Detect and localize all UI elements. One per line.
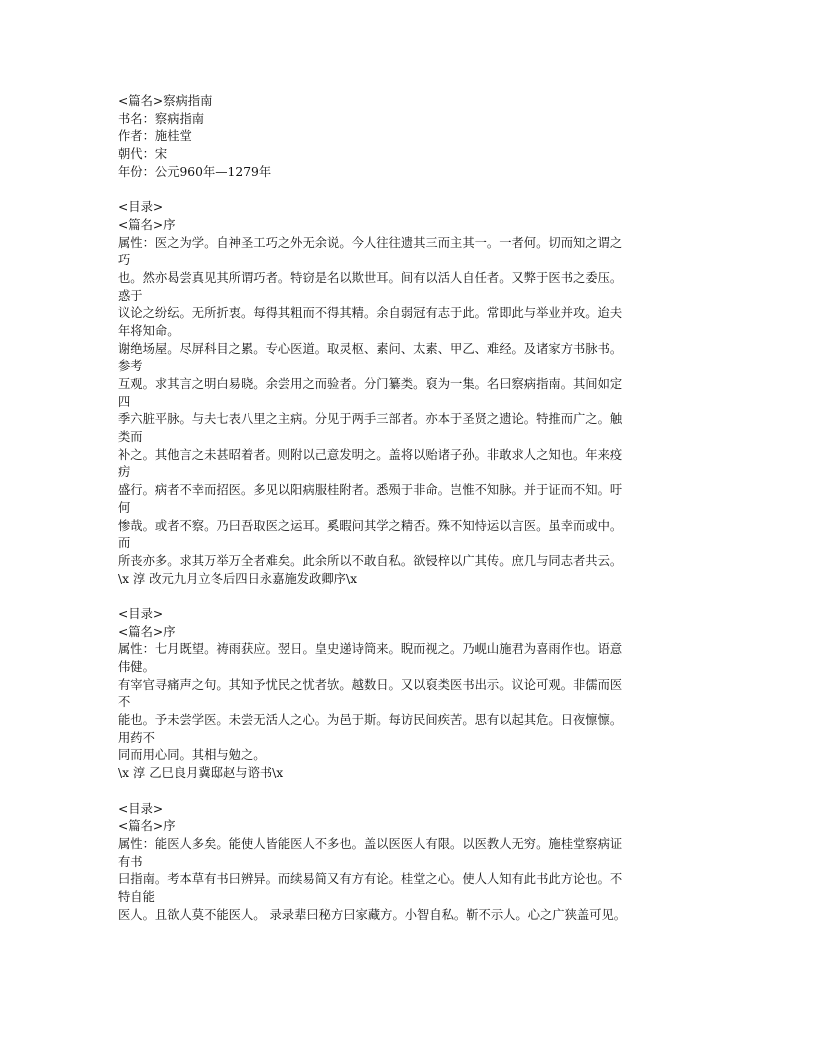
document-page	[118, 93, 708, 924]
preface-section	[118, 199, 708, 588]
text-line: 议论之纷纭。无所折衷。每得其粗而不得其精。余自弱冠有志于此。常即此与举业并攻。迨夫	[118, 306, 623, 321]
section-spacer	[118, 783, 708, 801]
text-line: 同而用心同。其相与勉之。	[118, 748, 266, 763]
dynasty: 朝代：宋	[118, 147, 168, 162]
book-name: 书名：察病指南	[118, 111, 205, 126]
text-line: 盛行。病者不幸而招医。多见以阳病服桂附者。悉殒于非命。岂惟不知脉。并于证而不知。吁	[118, 483, 623, 498]
section-spacer	[118, 588, 708, 606]
text-line: 特自能	[118, 889, 155, 904]
text-line: 巧	[118, 253, 131, 268]
text-line: 不	[118, 695, 131, 710]
text-line: 何	[118, 500, 131, 515]
text-line: 季六脏平脉。与夫七表八里之主病。分见于两手三部者。亦本于圣贤之遗论。特推而广之。触	[118, 412, 623, 427]
text-line: 属性：医之为学。自神圣工巧之外无余说。今人往往遗其三而主其一。一者何。切而知之谓之	[118, 235, 623, 250]
toc-marker: <目录>	[118, 801, 164, 816]
section-title: <篇名>序	[118, 624, 176, 639]
preface-sections	[118, 181, 708, 924]
chapter-title: <篇名>察病指南	[118, 94, 213, 108]
toc-marker: <目录>	[118, 606, 164, 621]
text-line: 惑于	[118, 288, 143, 303]
text-line: 所丧亦多。求其万举万全者难矣。此余所以不敢自私。欲锓梓以广其传。庶几与同志者共云。	[118, 553, 623, 568]
text-line: 类而	[118, 430, 143, 445]
text-line: 有宰官寻痛声之句。其知予忧民之忧者欤。越数日。又以裒类医书出示。议论可观。非儒而医	[118, 677, 623, 692]
text-line: 互观。求其言之明白易晓。余尝用之而验者。分门纂类。裒为一集。名曰察病指南。其间如定	[118, 377, 623, 391]
text-line: 参考	[118, 359, 143, 374]
author: 作者：施桂堂	[118, 129, 192, 144]
text-line: 补之。其他言之未甚昭着者。则附以己意发明之。盖将以贻诸子孙。非敢求人之知也。年来疫	[118, 447, 623, 462]
text-line: 医人。且欲人莫不能医人。 录录辈曰秘方曰家藏方。小智自私。靳不示人。心之广狭盖可见。	[118, 907, 627, 922]
preface-section	[118, 606, 708, 783]
text-line: 谢绝场屋。尽屏科目之累。专心医道。取灵枢、素问、太素、甲乙、难经。及诸家方书脉书。	[118, 341, 623, 356]
text-line: 伟健。	[118, 660, 155, 674]
text-line: 疠	[118, 465, 131, 480]
year-range: 年份：公元960年—1279年	[118, 164, 272, 179]
text-line: 能也。予未尝学医。未尝无活人之心。为邑于斯。每访民间疾苦。思有以起其危。日夜懔懔。	[118, 713, 623, 728]
text-line: \x 淳 改元九月立冬后四日永嘉施发政卿序\x	[118, 571, 358, 586]
section-spacer	[118, 181, 708, 199]
text-line: 惨哉。或者不察。乃曰吾取医之运耳。奚暇问其学之精否。殊不知恃运以言医。虽幸而或中。	[118, 518, 623, 533]
text-line: 曰指南。考本草有书曰辨异。而续易简又有方有论。桂堂之心。使人人知有此书此方论也。不	[118, 872, 623, 887]
section-title: <篇名>序	[118, 819, 176, 834]
text-line: 属性：能医人多矣。能使人皆能医人不多也。盖以医医人有限。以医教人无穷。施桂堂察病证	[118, 836, 623, 851]
text-line: 而	[118, 536, 131, 551]
text-line: \x 淳 乙巳良月冀邸赵与谘书\x	[118, 766, 284, 781]
section-title: <篇名>序	[118, 217, 176, 232]
preface-section	[118, 801, 708, 925]
text-line: 属性：七月既望。祷雨获应。翌日。皇史递诗筒来。睨而视之。乃岘山施君为喜雨作也。语意	[118, 642, 623, 657]
text-line: 四	[118, 394, 131, 409]
text-line: 年将知命。	[118, 323, 180, 338]
text-line: 用药不	[118, 730, 155, 745]
text-line: 有书	[118, 854, 143, 869]
text-line: 也。然亦曷尝真见其所谓巧者。特窃是名以欺世耳。间有以活人自任者。又弊于医书之委压。	[118, 270, 623, 285]
toc-marker: <目录>	[118, 200, 164, 215]
